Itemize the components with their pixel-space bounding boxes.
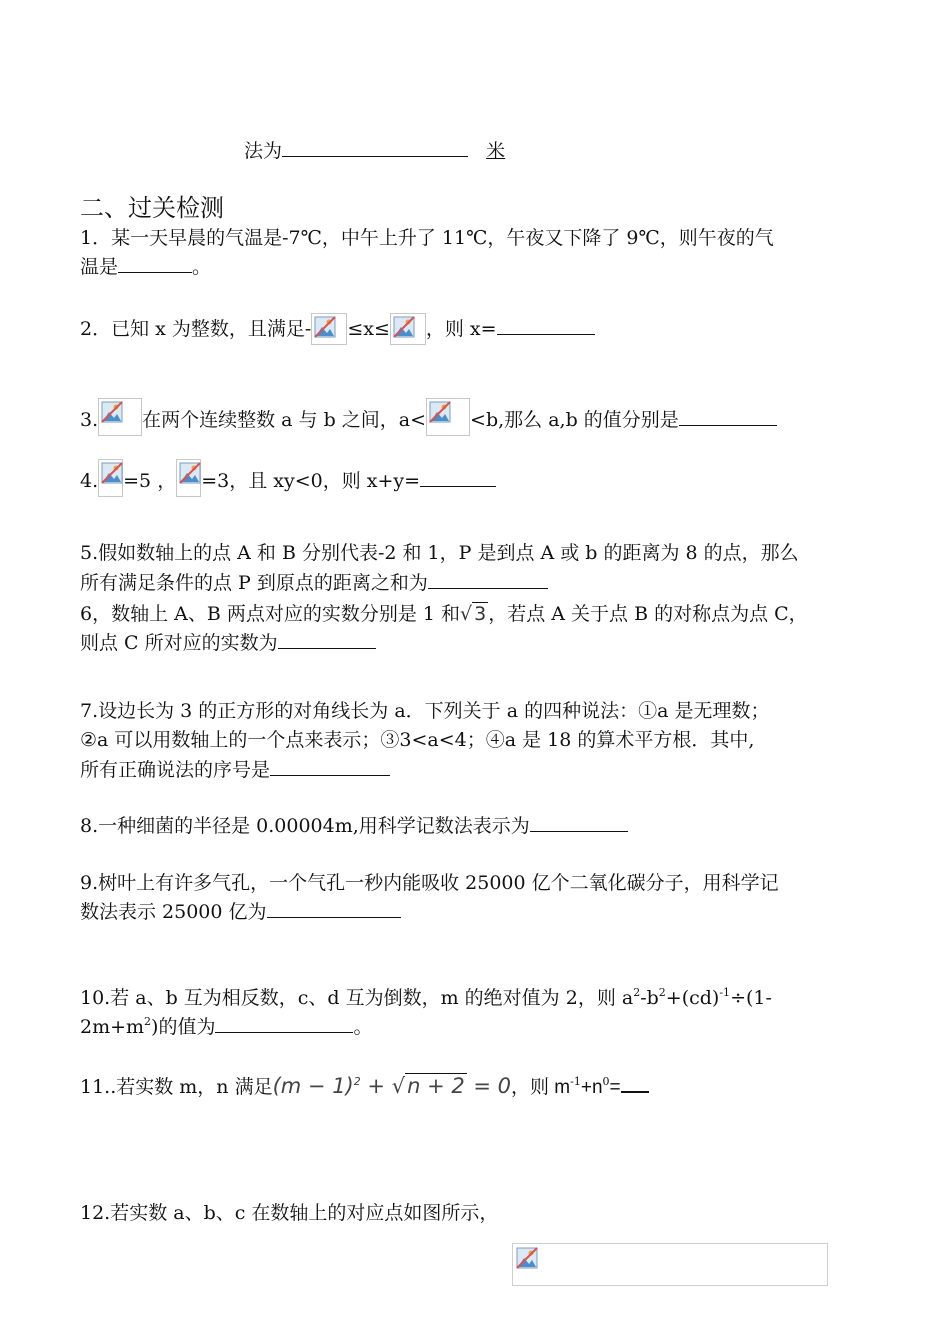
question-1-line1: 1．某一天早晨的气温是-7℃，中午上升了 11℃，午夜又下降了 9℃，则午夜的气 xyxy=(80,227,774,249)
q10-part: +(cd) xyxy=(665,987,720,1009)
q10-part: )的值为 xyxy=(151,1016,216,1038)
q10-part: ÷(1- xyxy=(730,987,772,1009)
superscript: 2 xyxy=(144,1015,152,1028)
formula-part: = 0 xyxy=(466,1074,512,1098)
q4-mid1: =5 ， xyxy=(123,470,177,492)
question-4 xyxy=(80,459,496,497)
answer-blank[interactable] xyxy=(267,899,401,918)
broken-image-icon xyxy=(98,398,142,436)
question-7-line3 xyxy=(80,756,390,784)
answer-blank[interactable] xyxy=(420,468,496,487)
top-fragment xyxy=(244,137,505,165)
q10-part: 10.若 a、b 互为相反数，c、d 互为倒数，m 的绝对值为 2，则 a xyxy=(80,987,634,1009)
question-1-line2 xyxy=(80,253,211,281)
broken-image-icon xyxy=(176,459,201,497)
answer-blank[interactable] xyxy=(679,407,777,426)
section-title: 二、过关检测 xyxy=(80,194,224,222)
q5-text: 所有满足条件的点 P 到原点的距离之和为 xyxy=(80,572,428,594)
broken-image-icon xyxy=(390,313,426,345)
q10-part: 2m+m xyxy=(80,1016,145,1038)
question-8 xyxy=(80,812,628,840)
question-11 xyxy=(80,1072,649,1102)
answer-blank[interactable] xyxy=(278,630,376,649)
answer-blank[interactable] xyxy=(118,254,192,273)
formula-part: (m − 1) xyxy=(272,1074,354,1098)
q10-part: -b xyxy=(640,987,659,1009)
question-3 xyxy=(80,398,777,436)
q6-prefix: 6，数轴上 A、B 两点对应的实数分别是 1 和 xyxy=(80,603,461,625)
question-9-line2 xyxy=(80,898,401,926)
q4-mid2: =3，且 xy<0，则 x+y= xyxy=(201,470,421,492)
sqrt-radicand: 3 xyxy=(474,603,487,625)
answer-blank[interactable] xyxy=(497,316,595,335)
answer-blank[interactable] xyxy=(215,1014,353,1033)
superscript: 2 xyxy=(633,986,641,999)
q8-text: 8.一种细菌的半径是 0.00004m,用科学记数法表示为 xyxy=(80,815,530,837)
broken-image-icon xyxy=(311,313,347,345)
sqrt-symbol: √ xyxy=(391,1074,406,1098)
broken-image-icon xyxy=(516,1247,538,1273)
answer-blank[interactable] xyxy=(428,570,548,589)
q2-prefix: 2．已知 x 为整数，且满足- xyxy=(80,318,312,340)
question-6-line1 xyxy=(80,600,808,628)
q6-suffix: ，若点 A 关于点 B 的对称点为点 C， xyxy=(488,603,808,625)
broken-image-icon xyxy=(426,398,470,436)
q11-prefix: 11..若实数 m，n 满足 xyxy=(80,1076,273,1098)
unit-label: 米 xyxy=(486,140,506,162)
sqrt-radicand: n + 2 xyxy=(407,1074,465,1098)
q2-mid: ≤x≤ xyxy=(347,318,390,340)
superscript: 2 xyxy=(658,986,666,999)
q3-prefix: 3. xyxy=(80,409,99,431)
q3-mid1: 在两个连续整数 a 与 b 之间，a< xyxy=(142,409,427,431)
q11-suffix: = xyxy=(609,1077,621,1098)
superscript: -1 xyxy=(570,1075,581,1088)
question-12: 12.若实数 a、b、c 在数轴上的对应点如图所示， xyxy=(80,1202,499,1224)
question-10-line1 xyxy=(80,984,772,1012)
question-10-line2 xyxy=(80,1013,372,1041)
q11-mid2: +n xyxy=(580,1077,603,1098)
formula-exponent: 2 xyxy=(353,1075,361,1088)
q10-part: 。 xyxy=(353,1016,373,1038)
q7-text: 所有正确说法的序号是 xyxy=(80,759,271,781)
number-line-figure xyxy=(512,1243,828,1286)
question-7-line1: 7.设边长为 3 的正方形的对角线长为 a．下列关于 a 的四种说法：①a 是无理数； xyxy=(80,700,770,722)
question-2 xyxy=(80,313,595,345)
sqrt-symbol: √ 3 xyxy=(460,603,487,625)
q9-text: 数法表示 25000 亿为 xyxy=(80,901,267,923)
superscript: -1 xyxy=(719,986,731,999)
broken-image-icon xyxy=(98,459,123,497)
question-9-line1: 9.树叶上有许多气孔，一个气孔一秒内能吸收 25000 亿个二氧化碳分子，用科学记 xyxy=(80,872,779,894)
math-formula xyxy=(273,1074,511,1098)
q6-text: 则点 C 所对应的实数为 xyxy=(80,632,278,654)
question-5-line1: 5.假如数轴上的点 A 和 B 分别代表-2 和 1，P 是到点 A 或 b 的距离为 8 的点，那么 xyxy=(80,542,799,564)
question-5-line2 xyxy=(80,569,548,597)
q1-prefix: 温是 xyxy=(80,256,119,278)
q11-mid: ，则 m xyxy=(511,1077,571,1098)
top-prefix: 法为 xyxy=(244,140,283,162)
q3-mid2: <b,那么 a,b 的值分别是 xyxy=(470,409,679,431)
answer-blank[interactable] xyxy=(282,138,468,157)
q1-suffix: 。 xyxy=(192,256,212,278)
q4-prefix: 4. xyxy=(80,470,99,492)
question-6-line2 xyxy=(80,629,376,657)
formula-part: + xyxy=(360,1074,392,1098)
q2-suffix: ，则 x= xyxy=(425,318,497,340)
question-7-line2: ②a 可以用数轴上的一个点来表示；③3<a<4；④a 是 18 的算术平方根．其中, xyxy=(80,729,755,751)
answer-blank[interactable] xyxy=(621,1073,649,1093)
answer-blank[interactable] xyxy=(530,813,628,832)
superscript: 0 xyxy=(602,1075,610,1088)
answer-blank[interactable] xyxy=(270,757,390,776)
